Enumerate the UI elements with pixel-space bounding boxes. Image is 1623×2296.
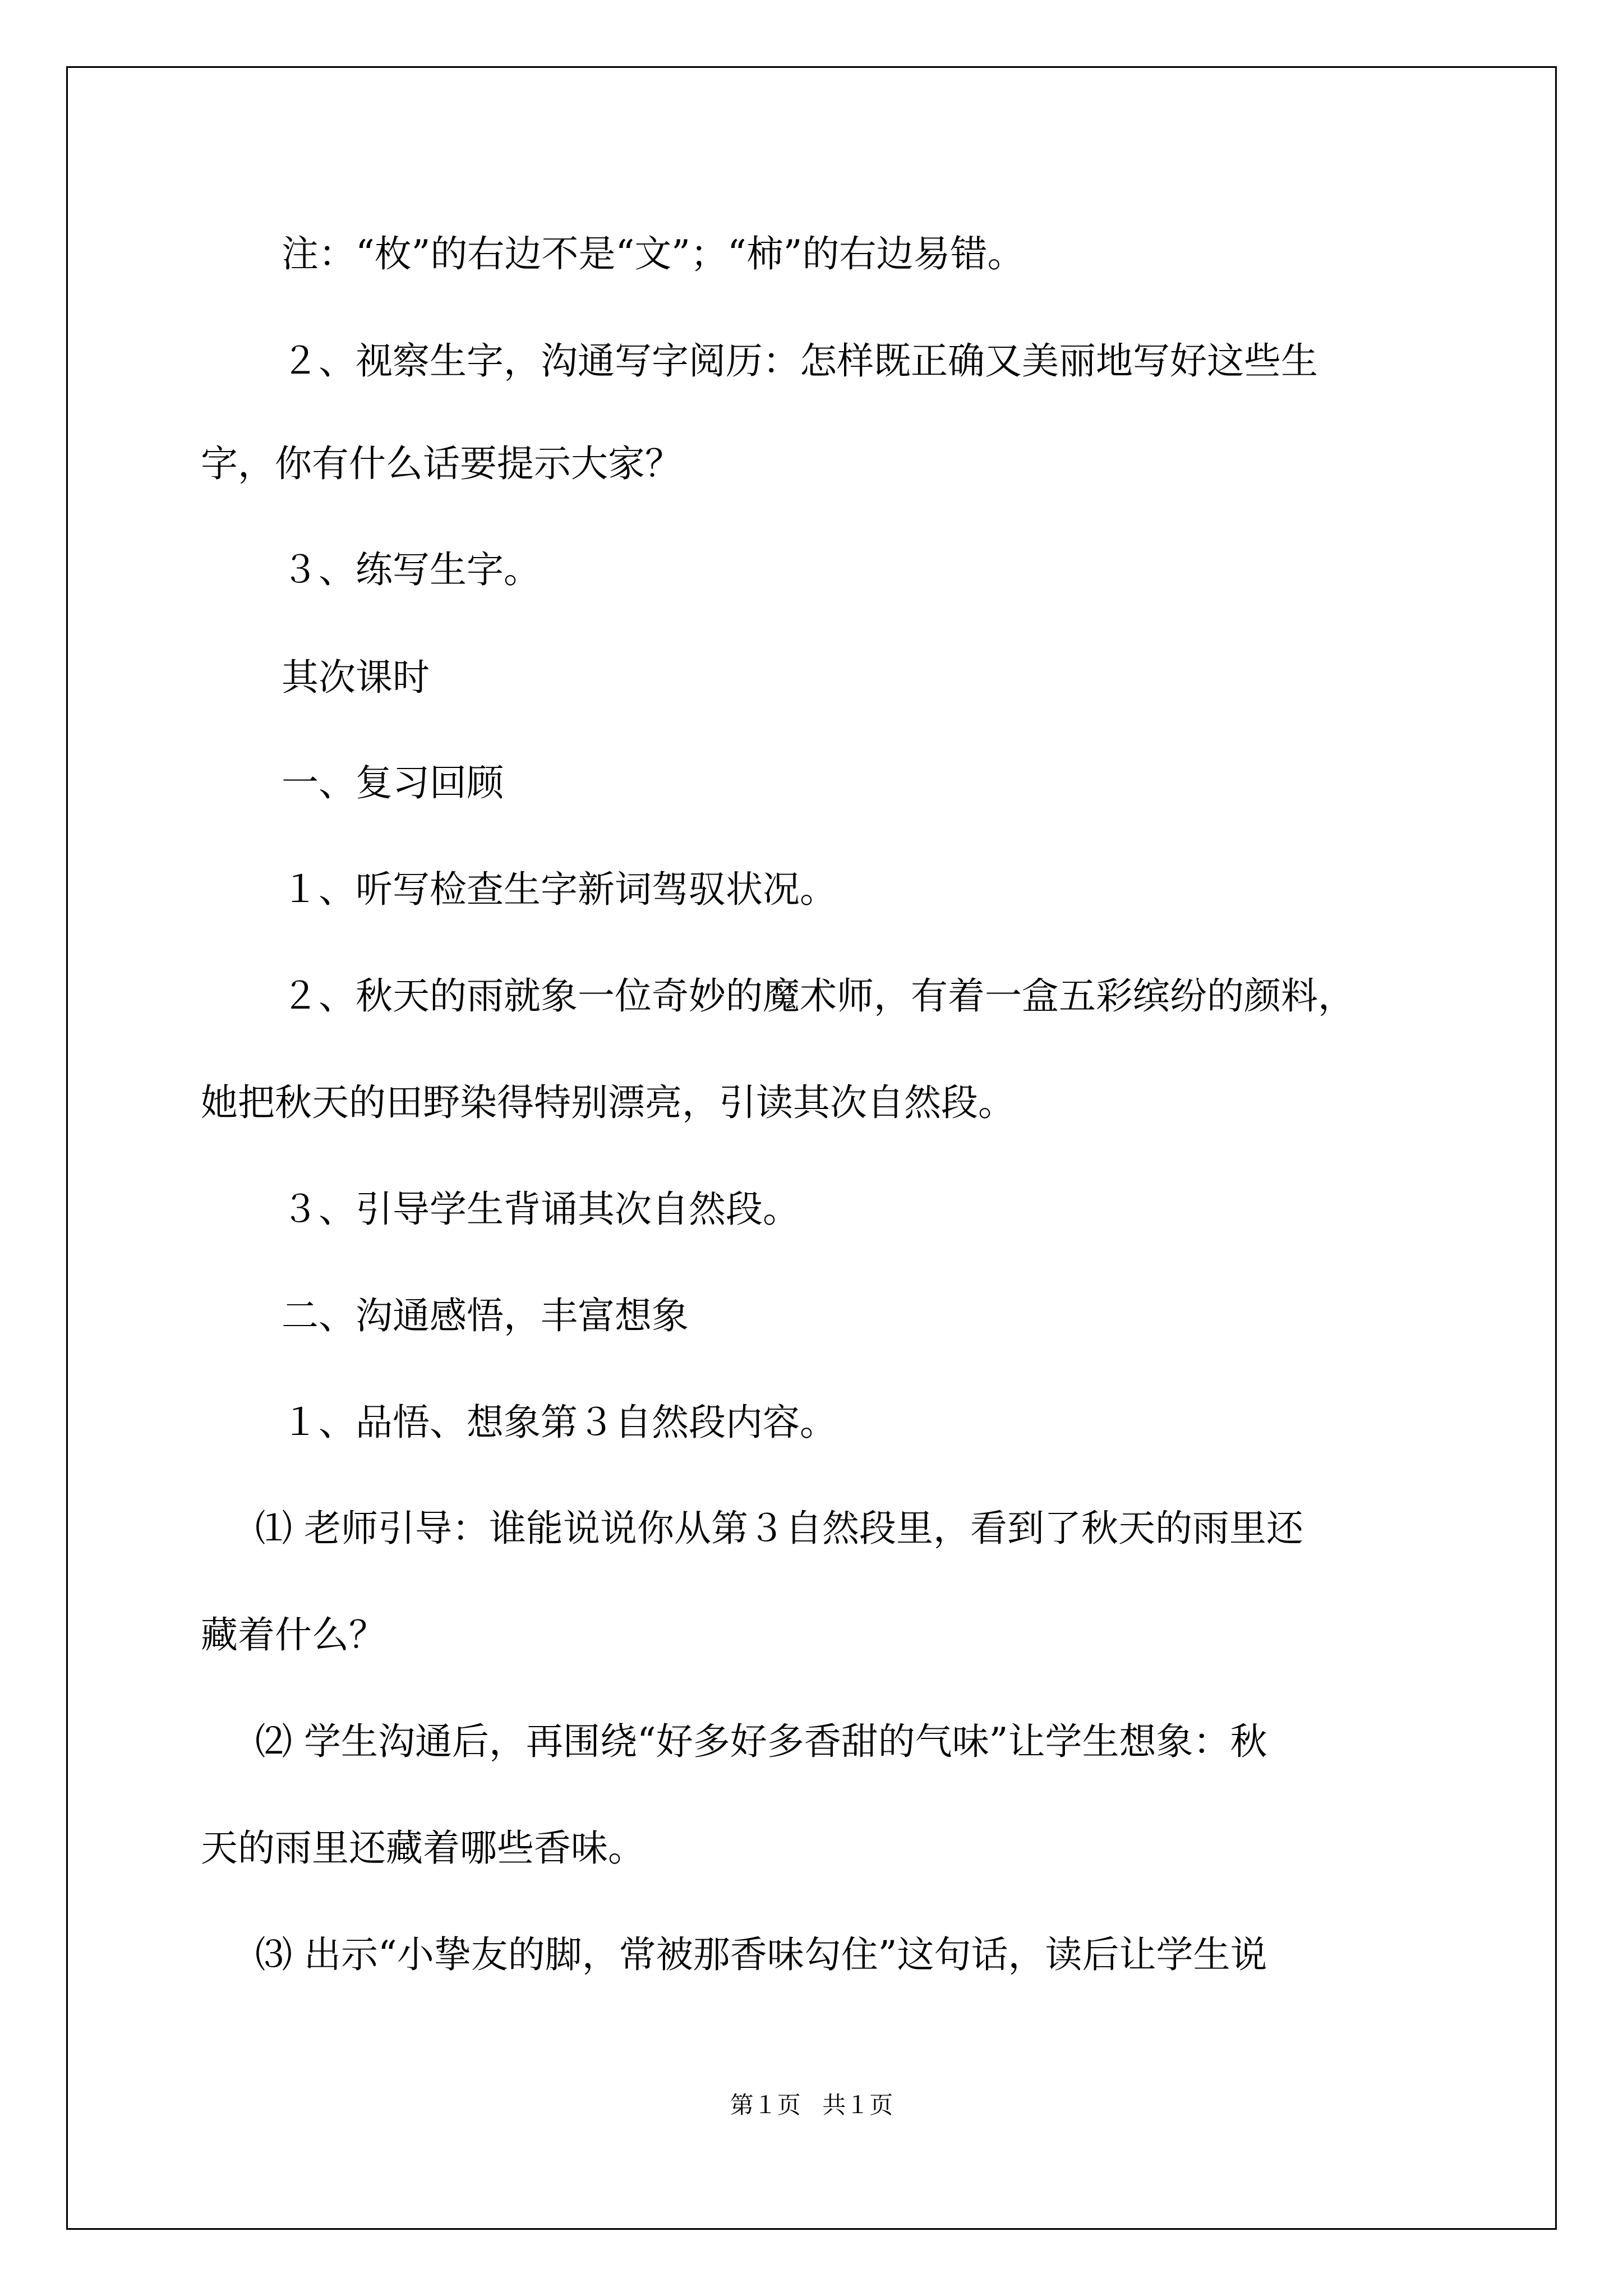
paragraph-item3: ３、引导学生背诵其次自然段。 (282, 1188, 800, 1231)
paragraph-item2-line2: 她把秋天的田野染得特别漂亮，引读其次自然段。 (201, 1081, 1015, 1124)
page-number-total: 共１页 (822, 2093, 893, 2119)
paragraph-sub1-line2: 藏着什么？ (201, 1613, 386, 1657)
paragraph-note: 注：“枚”的右边不是“文”；“柿”的右边易错。 (282, 232, 1025, 275)
paragraph-sub2-line2: 天的雨里还藏着哪些香味。 (201, 1826, 645, 1870)
paragraph-step2-line2: 字，你有什么话要提示大家？ (201, 442, 682, 485)
subheading-communicate: 二、沟通感悟，丰富想象 (282, 1294, 689, 1337)
paragraph-point1: １、品悟、想象第３自然段内容。 (282, 1401, 837, 1444)
subheading-review: 一、复习回顾 (282, 761, 504, 804)
page-number-current: 第１页 (730, 2093, 801, 2119)
paragraph-sub3-line1: ⑶ 出示“小挚友的脚，常被那香味勾住”这句话，读后让学生说 (255, 1933, 1267, 1976)
section-heading: 其次课时 (282, 656, 430, 699)
paragraph-sub2-line1: ⑵ 学生沟通后，再围绕“好多好多香甜的气味”让学生想象：秋 (255, 1720, 1267, 1763)
page-footer (0, 2087, 1623, 2120)
paragraph-step2-line1: ２、视察生字，沟通写字阅历：怎样既正确又美丽地写好这些生 (282, 339, 1318, 383)
paragraph-sub1-line1: ⑴ 老师引导：谁能说说你从第３自然段里，看到了秋天的雨里还 (255, 1507, 1303, 1550)
paragraph-step3: ３、练写生字。 (282, 548, 541, 591)
paragraph-item1: １、听写检查生字新词驾驭状况。 (282, 868, 837, 911)
paragraph-item2-line1: ２、秋天的雨就象一位奇妙的魔术师，有着一盒五彩缤纷的颜料， (282, 974, 1355, 1018)
page-border (66, 66, 1557, 2230)
